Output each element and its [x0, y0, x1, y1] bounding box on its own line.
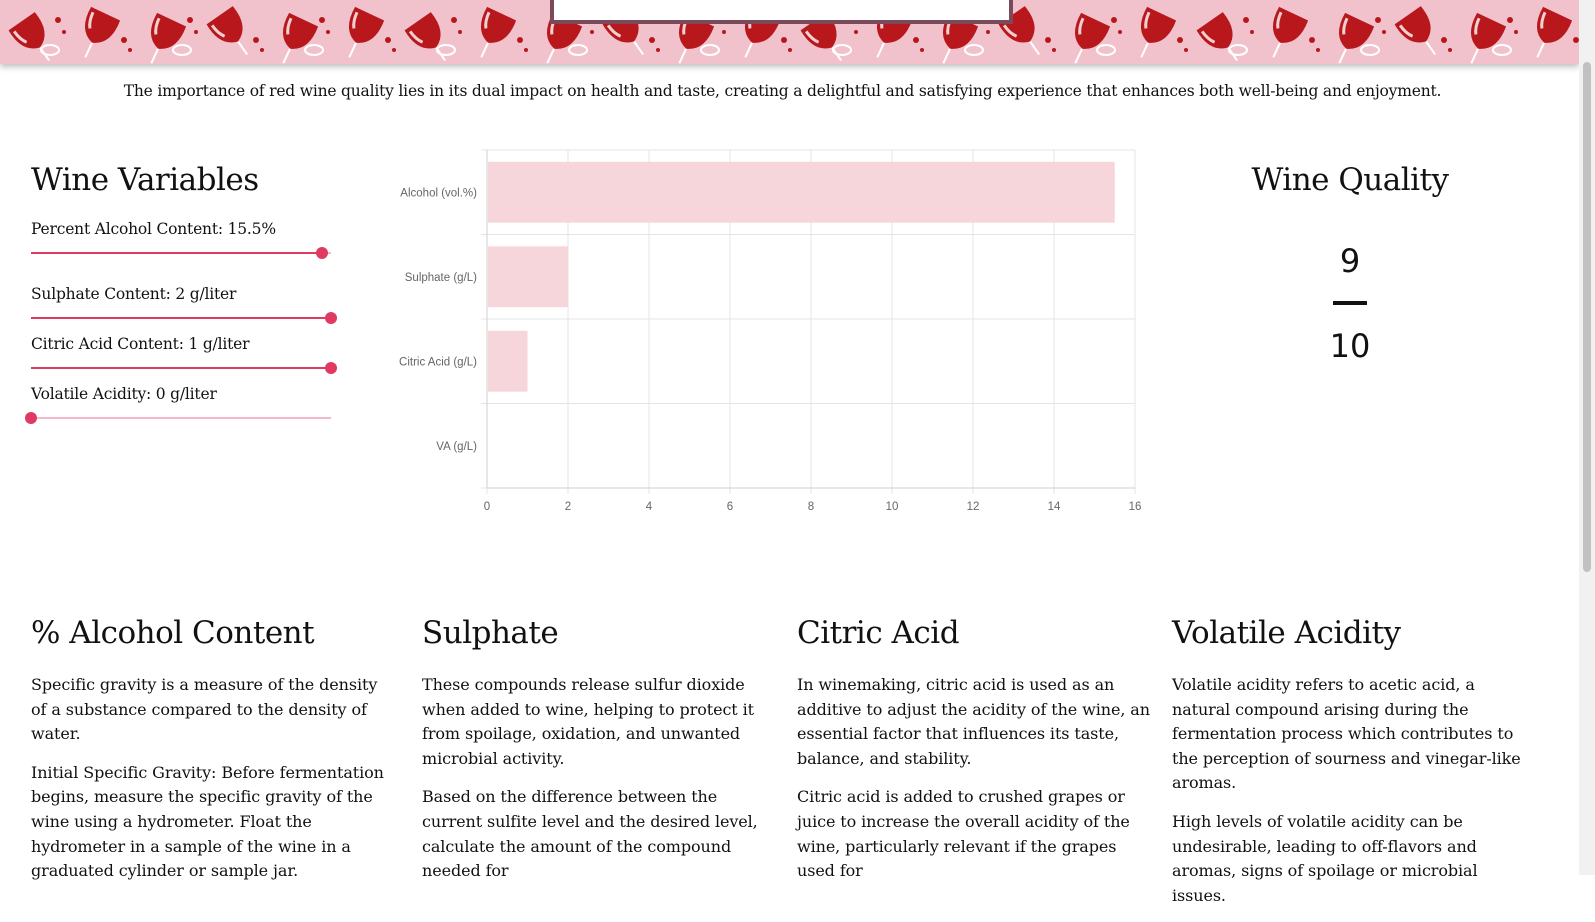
volatile-acidity-info-column: [1172, 615, 1532, 922]
sulphate-info-paragraph: These compounds release sulfur dioxide when added to wine, helping to protect it from spoilage, oxidation, and unwanted microbial activity.: [422, 675, 754, 768]
x-tick-label: 16: [1128, 501, 1142, 513]
volatile-acidity-info-paragraph: Volatile acidity refers to acetic acid, a natural compound arising during the fermentation process which contributes to the perception of sourness and vinegar-like aromas.: [1172, 675, 1521, 793]
fraction-bar: [1333, 301, 1367, 305]
sulphate-slider-thumb[interactable]: [325, 312, 337, 324]
x-tick-label: 14: [1047, 501, 1061, 513]
citric-acid-slider[interactable]: [31, 361, 331, 375]
sulphate-slider[interactable]: [31, 311, 331, 325]
x-tick-label: 6: [726, 501, 734, 513]
bar: [488, 162, 1115, 223]
volatile-acidity-slider-thumb[interactable]: [25, 412, 37, 424]
sulphate-info-paragraph: Based on the difference between the current sulfite level and the desired level, calculate the amount of the compound needed for: [422, 787, 758, 881]
wine-variables-panel: [31, 162, 341, 403]
banner-title-box: [550, 0, 1013, 24]
wine-variables-chart: [380, 140, 1160, 530]
x-tick-label: 10: [885, 501, 899, 513]
category-label: Sulphate (g/L): [404, 271, 477, 284]
citric-acid-info-paragraph: Citric acid is added to crushed grapes or juice to increase the overall acidity of the wine, particularly relevant if the grapes used for: [797, 787, 1130, 881]
wine-quality-panel: [1230, 162, 1470, 365]
alcohol-info-title: % Alcohol Content: [31, 615, 315, 651]
category-label: VA (g/L): [436, 440, 477, 453]
tagline: The importance of red wine quality lies in its dual impact on health and taste, creating a delightful and satisfying experience that enhances both well-being and enjoyment.: [123, 82, 1442, 100]
citric-acid-info-paragraph: In winemaking, citric acid is used as an additive to adjust the acidity of the wine, an essential factor that influences its taste, balance, and stability.: [797, 675, 1150, 768]
category-label: Citric Acid (g/L): [399, 356, 477, 369]
volatile-acidity-info-title: Volatile Acidity: [1172, 615, 1401, 651]
header-banner: [0, 0, 1579, 64]
wine-quality-title: Wine Quality: [1251, 162, 1449, 198]
alcohol-label: Percent Alcohol Content: 15.5%: [31, 220, 276, 238]
alcohol-info-column: [31, 615, 391, 898]
x-tick-label: 8: [807, 501, 815, 513]
sulphate-info-column: [422, 615, 782, 898]
x-tick-label: 2: [564, 501, 572, 513]
citric-acid-info-column: [797, 615, 1157, 898]
x-tick-label: 0: [483, 501, 491, 513]
citric-acid-label: Citric Acid Content: 1 g/liter: [31, 335, 250, 353]
quality-out-of: 10: [1329, 327, 1371, 365]
citric-acid-slider-thumb[interactable]: [325, 362, 337, 374]
quality-score: 9: [1339, 242, 1361, 280]
bar: [488, 331, 528, 392]
volatile-acidity-info-paragraph: High levels of volatile acidity can be undesirable, leading to off-flavors and aromas, signs of spoilage or microbial issues.: [1172, 811, 1478, 905]
sulphate-label: Sulphate Content: 2 g/liter: [31, 285, 237, 303]
scrollbar-thumb[interactable]: [1583, 62, 1591, 572]
page-scrollbar[interactable]: [1579, 0, 1595, 875]
bar: [488, 246, 568, 307]
category-label: Alcohol (vol.%): [400, 187, 477, 200]
alcohol-slider[interactable]: [31, 246, 331, 260]
alcohol-slider-thumb[interactable]: [316, 247, 328, 259]
x-tick-label: 12: [966, 501, 980, 513]
citric-acid-info-title: Citric Acid: [797, 615, 960, 651]
alcohol-info-paragraph: Specific gravity is a measure of the density of a substance compared to the density of water.: [31, 675, 378, 744]
wine-variables-title: Wine Variables: [31, 162, 259, 198]
volatile-acidity-slider[interactable]: [31, 411, 331, 425]
x-tick-label: 4: [645, 501, 653, 513]
sulphate-info-title: Sulphate: [422, 615, 559, 651]
volatile-acidity-label: Volatile Acidity: 0 g/liter: [31, 385, 217, 403]
alcohol-info-paragraph: Initial Specific Gravity: Before fermentation begins, measure the specific gravity of the wine using a hydrometer. Float the hydrometer in a sample of the wine in a graduated cylinder or sample jar.: [31, 762, 384, 881]
